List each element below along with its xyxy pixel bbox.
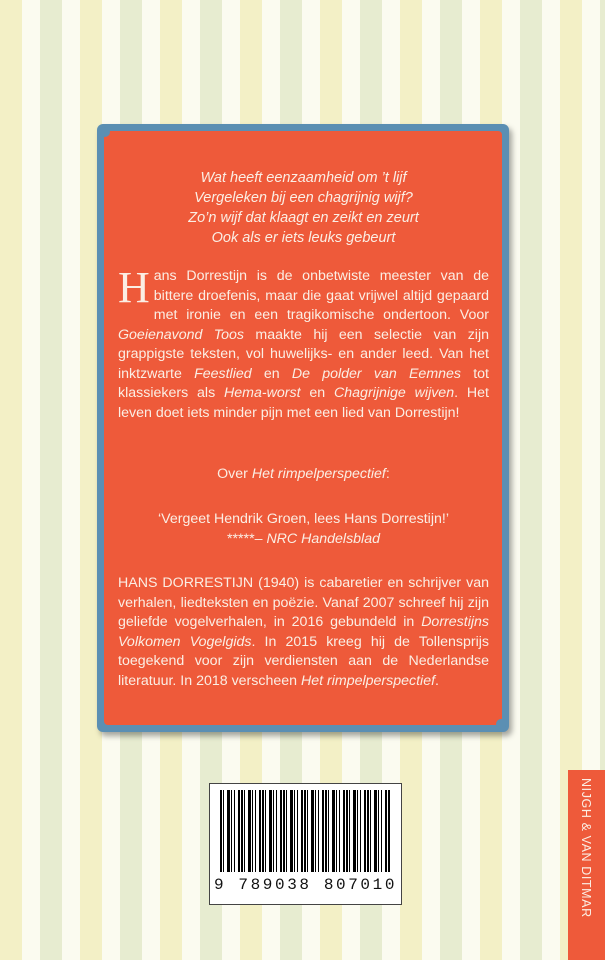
- blurb-text: . Het leven doet iets minder pijn met een lied van Dorrestijn!: [118, 385, 489, 421]
- bio-text: . In 2015 kreeg hij de Tollensprijs toegekend voor zijn verdiensten aan de Nederlandse literatuur. In 2018 verscheen: [118, 633, 489, 689]
- poem: [118, 168, 489, 248]
- quote-dash: –: [254, 530, 267, 547]
- poem-line: Vergeleken bij een chagrijnig wijf?: [194, 190, 413, 206]
- over-heading: [118, 465, 489, 485]
- poem-line: Wat heeft eenzaamheid om ’t lijf: [200, 170, 407, 186]
- author-bio: [118, 574, 489, 691]
- blurb-text: en: [251, 365, 292, 382]
- publisher-spine-label: [568, 770, 605, 960]
- over-title: Het rimpelperspectief: [251, 466, 386, 482]
- book-title: Goeienavond Toos: [118, 326, 245, 343]
- quote-source: NRC Handelsblad: [266, 530, 380, 547]
- barcode-box: [209, 783, 402, 905]
- poem-line: Ook als er iets leuks gebeurt: [211, 230, 396, 246]
- over-suffix: :: [385, 466, 390, 482]
- publisher-name: NIJGH & VAN DITMAR: [579, 778, 593, 918]
- rating-stars: *****: [226, 530, 255, 547]
- isbn-number: 9 789038 807010: [214, 876, 398, 894]
- book-title: Dorrestijns Volkomen Vogelgids: [118, 614, 489, 650]
- song-title: Feestlied: [194, 365, 252, 382]
- review-quote: [118, 510, 489, 549]
- quote-text: ‘Vergeet Hendrik Groen, lees Hans Dorrestijn!’: [158, 511, 449, 527]
- blurb-text: maakte hij een selectie van zijn grappigste teksten, vol huwelijks- en ander leed. Van het inktzwarte: [118, 326, 489, 382]
- barcode-bars: [220, 790, 390, 872]
- bio-text: HANS DORRESTIJN (1940) is cabaretier en schrijver van verhalen, liedteksten en poëzie. Vanaf 2007 schreef hij zijn geliefde vogelverhalen, in 2016 gebundeld in: [118, 575, 489, 630]
- book-title: Het rimpelperspectief: [300, 672, 436, 689]
- blurb-text: en: [300, 385, 335, 401]
- over-prefix: Over: [217, 466, 252, 482]
- song-title: Hema-worst: [224, 385, 301, 401]
- blurb-text: ans Dorrestijn is de onbetwiste meester van de bittere droefenis, maar die gaat vrijwel altijd gepaard met ironie en een tragikomische ondertoon. Voor: [153, 268, 489, 323]
- song-title: De polder van Eemnes: [291, 365, 462, 382]
- poem-line: Zo’n wijf dat klaagt en zeikt en zeurt: [188, 210, 419, 226]
- quote-source-line: [118, 530, 489, 550]
- blurb: [118, 263, 490, 423]
- song-title: Chagrijnige wijven: [334, 385, 455, 401]
- bio-text: .: [435, 672, 439, 689]
- blurb-text: tot klassiekers als: [118, 365, 490, 401]
- drop-cap: H: [118, 263, 150, 312]
